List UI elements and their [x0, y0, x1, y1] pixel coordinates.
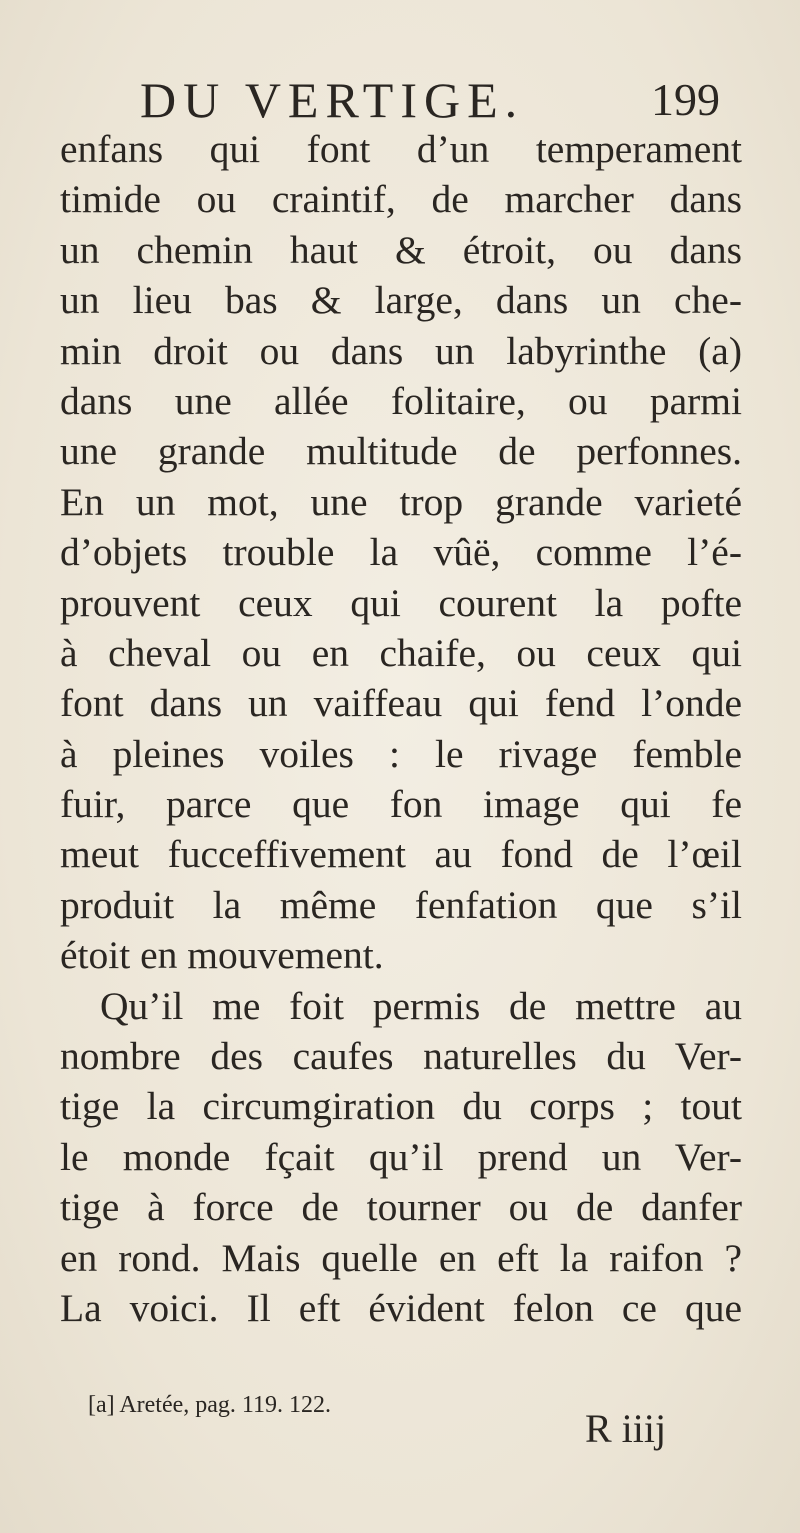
text-line: un lieu bas & large, dans un che-	[60, 278, 742, 323]
text-line: fuir, parce que fon image qui fe	[60, 782, 742, 827]
page-header	[140, 70, 720, 130]
text-line: une grande multitude de perfonnes.	[60, 429, 742, 474]
text-line: produit la même fenfation que s’il	[60, 882, 742, 927]
text-line: La voici. Il eft évident felon ce que	[60, 1285, 742, 1330]
text-line: Qu’il me foit permis de mettre au	[100, 983, 742, 1028]
text-line: font dans un vaiffeau qui fend l’onde	[60, 681, 742, 726]
text-line: en rond. Mais quelle en eft la raifon ?	[60, 1235, 742, 1280]
text-line: En un mot, une trop grande varieté	[60, 479, 742, 524]
text-line: le monde fçait qu’il prend un Ver-	[60, 1134, 742, 1179]
running-head: DU VERTIGE.	[140, 72, 525, 128]
text-line: nombre des caufes naturelles du Ver-	[60, 1034, 742, 1079]
text-line: meut fucceffivement au fond de l’œil	[60, 832, 742, 877]
text-line: timide ou craintif, de marcher dans	[60, 177, 742, 222]
page-number: 199	[651, 74, 720, 125]
body-text	[60, 124, 742, 1333]
text-line: un chemin haut & étroit, ou dans	[60, 227, 742, 272]
text-line: à pleines voiles : le rivage femble	[60, 731, 742, 776]
text-line: enfans qui font d’un temperament	[60, 127, 742, 171]
text-line: prouvent ceux qui courent la pofte	[60, 580, 742, 625]
text-line: tige la circumgiration du corps ; tout	[60, 1084, 742, 1129]
text-line: d’objets trouble la vûë, comme l’é-	[60, 530, 742, 575]
text-line: dans une allée folitaire, ou parmi	[60, 378, 742, 423]
text-line: étoit en mouvement.	[60, 933, 384, 978]
text-line: min droit ou dans un labyrinthe (a)	[60, 328, 742, 373]
footnote: [a] Aretée, pag. 119. 122.	[88, 1392, 332, 1418]
text-line: tige à force de tourner ou de danfer	[60, 1185, 742, 1230]
signature-mark: R iiij	[585, 1406, 667, 1451]
text-line: à cheval ou en chaife, ou ceux qui	[60, 630, 742, 675]
